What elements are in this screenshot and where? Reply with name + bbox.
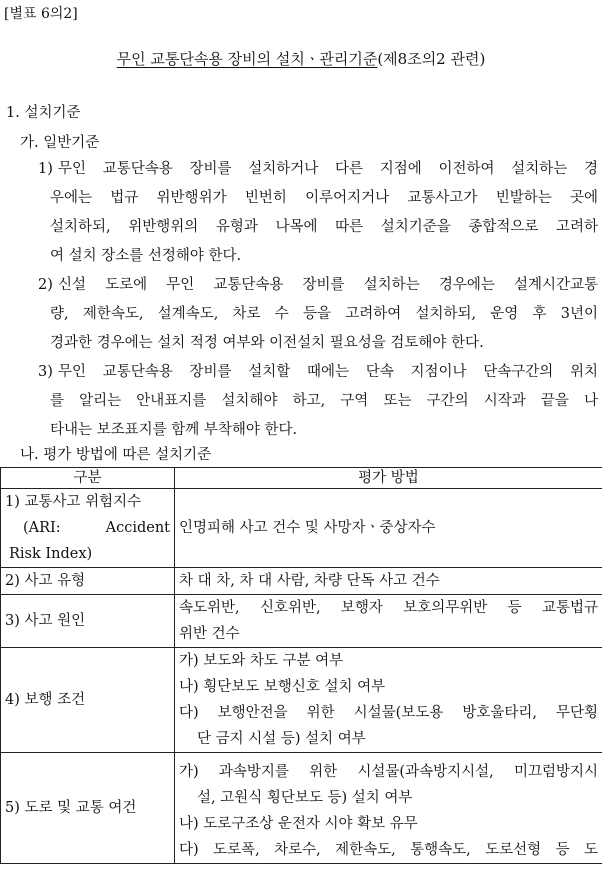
title-main: 무인 교통단속용 장비의 설치ㆍ관리기준	[116, 50, 378, 68]
document-title	[0, 48, 602, 69]
item-line: 여 설치 장소를 선정해야 한다.	[50, 248, 242, 264]
row-method	[175, 595, 602, 648]
evaluation-table	[0, 467, 602, 864]
item-line: 무인 교통단속용 장비를 설치할 때에는 단속 지점이나 단속구간의 위치	[58, 364, 598, 380]
header-method: 평가 방법	[175, 468, 602, 489]
table-row	[1, 753, 602, 864]
title-reference: (제8조의2 관련)	[377, 50, 486, 68]
table-header-row	[1, 468, 602, 489]
subsection-general: 가. 일반기준	[20, 135, 100, 151]
item-line: 무인 교통단속용 장비를 설치하거나 다른 지점에 이전하여 설치하는 경	[58, 161, 598, 177]
table-row	[1, 595, 602, 648]
row-method	[175, 753, 602, 864]
method-line: 인명피해 사고 건수 및 사망자ㆍ중상자수	[179, 520, 436, 536]
subsection-evaluation: 나. 평가 방법에 따른 설치기준	[20, 447, 212, 463]
category-line: (ARI:	[23, 520, 61, 536]
table-row	[1, 489, 602, 568]
method-line: 다) 도로폭, 차로수, 제한속도, 통행속도, 도로선형 등 도	[179, 842, 598, 858]
item-line: 설치하되, 위반행위의 유형과 나목에 따른 설치기준을 종합적으로 고려하	[50, 219, 598, 235]
item-line: 경과한 경우에는 설치 적정 여부와 이전설치 필요성을 검토해야 한다.	[50, 335, 484, 351]
table-row	[1, 648, 602, 753]
row-method	[175, 648, 602, 753]
method-line: 위반 건수	[179, 626, 240, 642]
item-line: 를 알리는 안내표지를 설치해야 하고, 구역 또는 구간의 시작과 끝을 나	[50, 393, 598, 409]
item-line: 타내는 보조표지를 함께 부착해야 한다.	[50, 422, 298, 438]
method-line: 속도위반, 신호위반, 보행자 보호의무위반 등 교통법규	[179, 600, 598, 616]
appendix-label: [별표 6의2]	[4, 6, 78, 22]
method-line: 나) 횡단보도 보행신호 설치 여부	[179, 679, 386, 695]
method-line: 다) 보행안전을 위한 시설물(보도용 방호울타리, 무단횡	[179, 705, 598, 721]
general-item-2	[38, 271, 598, 358]
row-category: 3) 사고 원인	[1, 595, 175, 648]
row-category	[1, 489, 175, 568]
item-number: 3)	[38, 364, 53, 380]
method-line: 나) 도로구조상 운전자 시야 확보 유무	[179, 816, 418, 832]
general-item-3	[38, 358, 598, 445]
item-number: 1)	[38, 161, 53, 177]
item-line: 량, 제한속도, 설계속도, 차로 수 등을 고려하여 설치하되, 운영 후 3년이	[50, 306, 598, 322]
row-category: 5) 도로 및 교통 여건	[1, 753, 175, 864]
method-line: 설, 고원식 횡단보도 등) 설치 여부	[197, 790, 413, 806]
item-line: 신설 도로에 무인 교통단속용 장비를 설치하는 경우에는 설계시간교통	[58, 277, 598, 293]
category-line: 1) 교통사고 위험지수	[5, 494, 142, 510]
section-heading: 1. 설치기준	[6, 105, 81, 121]
row-category: 2) 사고 유형	[1, 568, 175, 595]
method-line: 가) 과속방지를 위한 시설물(과속방지시설, 미끄럼방지시	[179, 764, 598, 780]
table-row	[1, 568, 602, 595]
row-method	[175, 489, 602, 568]
header-category: 구분	[1, 468, 175, 489]
method-line: 가) 보도와 차도 구분 여부	[179, 653, 344, 669]
category-line: Accident	[105, 520, 170, 536]
method-line: 단 금지 시설 등) 설치 여부	[197, 731, 366, 747]
general-item-1	[38, 155, 598, 271]
row-category: 4) 보행 조건	[1, 648, 175, 753]
row-method: 차 대 차, 차 대 사람, 차량 단독 사고 건수	[175, 568, 602, 595]
item-number: 2)	[38, 277, 53, 293]
item-line: 우에는 법규 위반행위가 빈번히 이루어지거나 교통사고가 빈발하는 곳에	[50, 190, 598, 206]
category-line: Risk Index)	[9, 546, 93, 562]
